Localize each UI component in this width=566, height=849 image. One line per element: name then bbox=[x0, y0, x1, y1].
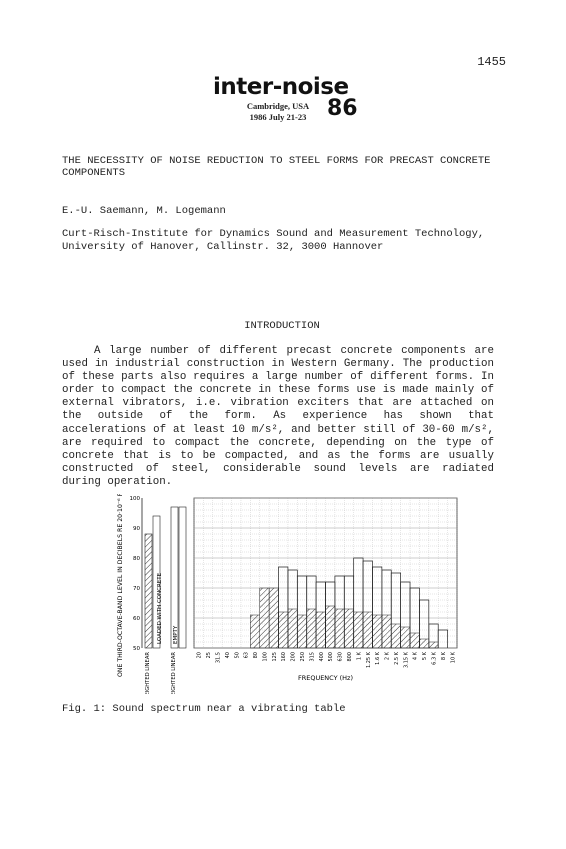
x-tick-label: 8 K bbox=[440, 652, 447, 661]
x-tick-label: 125 bbox=[271, 652, 278, 662]
x-tick-label: 250 bbox=[300, 652, 307, 662]
conference-logo bbox=[213, 74, 363, 124]
y-tick-label: 100 bbox=[129, 496, 140, 502]
overall-bar-label: LOADED WITH CONCRETE bbox=[157, 572, 163, 644]
section-heading: INTRODUCTION bbox=[244, 320, 320, 332]
bar-loaded bbox=[372, 615, 381, 648]
x-tick-label: 6.3 K bbox=[431, 652, 438, 665]
bar-loaded bbox=[344, 609, 353, 648]
x-tick-label: 1 K bbox=[356, 652, 363, 661]
bar-empty bbox=[438, 630, 447, 648]
x-tick-label: 50 bbox=[234, 652, 241, 659]
sound-spectrum-chart bbox=[113, 494, 458, 694]
y-tick-label: 50 bbox=[133, 646, 140, 652]
bar-loaded bbox=[419, 639, 428, 648]
x-tick-label: 3.15 K bbox=[403, 652, 410, 669]
x-tick-label: 500 bbox=[328, 652, 335, 662]
overall-bar-label: EMPTY bbox=[173, 625, 179, 644]
x-tick-label: 160 bbox=[281, 652, 288, 662]
overall-axis-label: A-WEIGHTED LINEAR bbox=[145, 652, 151, 694]
x-tick-label: 2 K bbox=[384, 652, 391, 661]
y-tick-label: 90 bbox=[133, 526, 140, 532]
overall-axis-label: A-WEIGHTED LINEAR bbox=[171, 652, 177, 694]
conference-year-mark: 86 bbox=[327, 96, 358, 121]
x-tick-label: 31.5 bbox=[215, 652, 222, 664]
bar-loaded bbox=[279, 612, 288, 648]
bar-loaded bbox=[401, 627, 410, 648]
conference-location-dates bbox=[233, 101, 323, 123]
x-tick-label: 80 bbox=[253, 652, 260, 659]
bar-loaded bbox=[326, 606, 335, 648]
x-axis-label: FREQUENCY (Hz) bbox=[297, 674, 354, 682]
x-tick-label: 800 bbox=[346, 652, 353, 662]
x-tick-label: 200 bbox=[290, 652, 297, 662]
paper-affiliation: Curt-Risch-Institute for Dynamics Sound and Measurement Technology, University of Hanover, Callinstr. 32, 3000 Hannover bbox=[62, 228, 485, 253]
intro-paragraph: A large number of different precast concrete components are used in industrial construction in Western Germany. The production of these parts also requires a large number of different forms. In order to compact the concrete in these forms use is made mainly of external vibrators, i.e. vibration exciters that are attached on the outside of the form. As experience has shown that accelerations of at least 10 m/s², and better still of 30-60 m/s², are required to compact the concrete, depending on the type of concrete that is to be compacted, and as the forms are usually constructed of steel, considerable sound levels are radiated during operation. bbox=[62, 345, 494, 488]
bar-loaded bbox=[288, 609, 297, 648]
conference-dates: 1986 July 21-23 bbox=[249, 112, 307, 122]
x-tick-label: 100 bbox=[262, 652, 269, 662]
bar-loaded bbox=[391, 624, 400, 648]
page-number: 1455 bbox=[477, 55, 506, 69]
x-tick-label: 1.25 K bbox=[365, 652, 372, 669]
bar-overall-loaded-a-weighted bbox=[145, 534, 152, 648]
x-tick-label: 20 bbox=[196, 652, 203, 659]
chart-svg bbox=[113, 494, 458, 694]
x-tick-label: 10 K bbox=[450, 652, 457, 664]
x-tick-label: 4 K bbox=[412, 652, 419, 661]
figure-caption: Fig. 1: Sound spectrum near a vibrating table bbox=[62, 703, 346, 715]
bar-loaded bbox=[363, 612, 372, 648]
bar-loaded bbox=[297, 615, 306, 648]
y-tick-label: 70 bbox=[133, 586, 140, 592]
y-axis-label: ONE THIRD-OCTAVE-BAND LEVEL IN DECIBELS RE 20·10⁻⁶ PASCALS bbox=[117, 494, 124, 678]
x-tick-label: 5 K bbox=[422, 652, 429, 661]
bar-loaded bbox=[316, 612, 325, 648]
x-tick-label: 2.5 K bbox=[393, 652, 400, 665]
x-tick-label: 25 bbox=[206, 652, 213, 659]
x-tick-label: 315 bbox=[309, 652, 316, 662]
bar-overall-empty-linear bbox=[179, 507, 186, 648]
paper-title: THE NECESSITY OF NOISE REDUCTION TO STEEL FORMS FOR PRECAST CONCRETE COMPONENTS bbox=[62, 155, 491, 179]
bar-loaded bbox=[429, 642, 438, 648]
bar-loaded bbox=[382, 615, 391, 648]
bar-loaded bbox=[335, 609, 344, 648]
y-tick-label: 80 bbox=[133, 556, 140, 562]
bar-loaded bbox=[269, 588, 278, 648]
bar-loaded bbox=[260, 588, 269, 648]
y-tick-label: 60 bbox=[133, 616, 140, 622]
conference-name: inter-noise bbox=[213, 74, 349, 100]
x-tick-label: 40 bbox=[224, 652, 231, 659]
x-tick-label: 400 bbox=[318, 652, 325, 662]
bar-loaded bbox=[354, 612, 363, 648]
conference-location: Cambridge, USA bbox=[246, 101, 310, 111]
x-tick-label: 63 bbox=[243, 652, 250, 659]
bar-loaded bbox=[250, 615, 259, 648]
bar-loaded bbox=[307, 609, 316, 648]
x-tick-label: 1.6 K bbox=[375, 652, 382, 665]
paper-authors: E.-U. Saemann, M. Logemann bbox=[62, 205, 226, 217]
bar-loaded bbox=[410, 633, 419, 648]
x-tick-label: 630 bbox=[337, 652, 344, 662]
